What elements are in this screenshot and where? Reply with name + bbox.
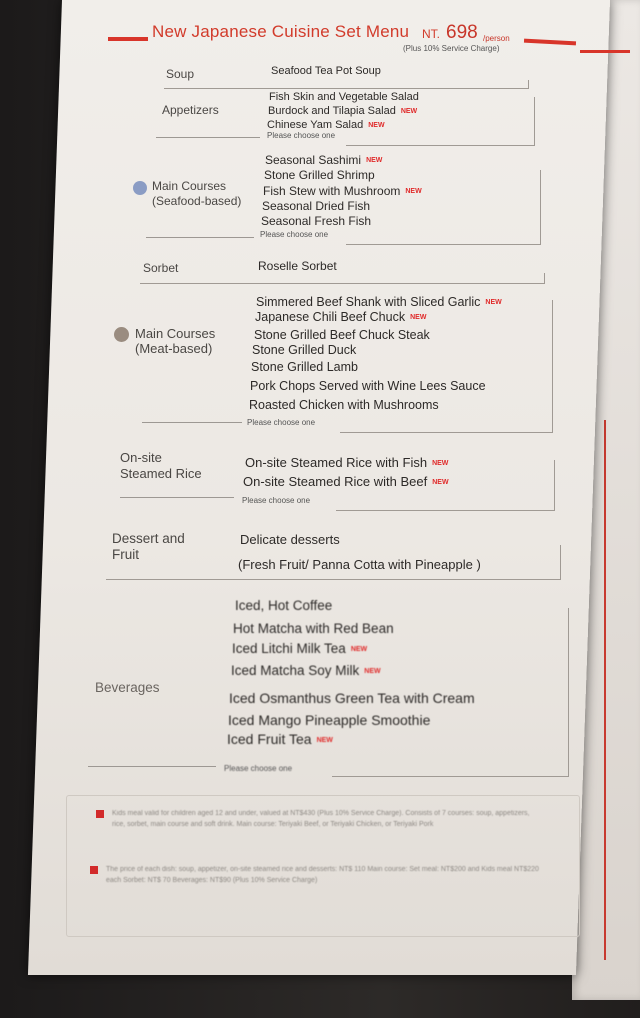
rice-label: On-site Steamed Rice bbox=[120, 450, 202, 481]
please-choose-one: Please choose one bbox=[267, 131, 336, 140]
beverage-item: Iced Fruit Tea NEW bbox=[227, 731, 333, 747]
meat-rule bbox=[142, 422, 242, 423]
beverage-item: Iced Mango Pineapple Smoothie bbox=[228, 712, 431, 728]
dessert-item: Delicate desserts bbox=[240, 532, 340, 547]
rice-rule bbox=[120, 497, 234, 498]
note-a-la-carte-prices: The price of each dish: soup, appetizer, on-site steamed rice and desserts: NT$ 110 Main course: Set meal: NT$200 and Kids meal NT$220 each Sorbet: NT$ 70 Beverages: NT$90 (Plus 10% Service Charge) bbox=[106, 866, 539, 884]
beverages-label: Beverages bbox=[95, 680, 160, 695]
dessert-bracket bbox=[106, 545, 561, 580]
service-charge-note: (Plus 10% Service Charge) bbox=[403, 44, 500, 53]
price-value: 698 bbox=[446, 22, 478, 43]
please-choose-one: Please choose one bbox=[260, 230, 329, 239]
new-badge: NEW bbox=[432, 460, 449, 468]
new-badge: NEW bbox=[368, 121, 385, 129]
new-badge: NEW bbox=[410, 314, 427, 322]
meat-item: Stone Grilled Beef Chuck Steak bbox=[254, 328, 430, 342]
rice-bracket bbox=[336, 460, 555, 511]
rice-item: On-site Steamed Rice with Beef NEW bbox=[243, 474, 449, 489]
seafood-rule bbox=[146, 237, 254, 238]
appetizer-item: Chinese Yam Salad NEW bbox=[267, 119, 385, 131]
appetizers-rule bbox=[156, 137, 260, 138]
new-badge: NEW bbox=[400, 107, 418, 115]
dessert-item-detail: (Fresh Fruit/ Panna Cotta with Pineapple ) bbox=[238, 557, 481, 572]
appetizers-bracket bbox=[346, 97, 535, 146]
appetizers-label: Appetizers bbox=[162, 103, 219, 117]
seafood-item: Stone Grilled Shrimp bbox=[264, 168, 375, 182]
new-badge: NEW bbox=[405, 188, 422, 196]
appetizer-item: Fish Skin and Vegetable Salad bbox=[269, 91, 419, 103]
price-per-person: /person bbox=[483, 34, 510, 43]
soup-item: Seafood Tea Pot Soup bbox=[271, 65, 381, 77]
page-edge-red-line bbox=[604, 420, 606, 960]
rice-item: On-site Steamed Rice with Fish NEW bbox=[245, 455, 449, 470]
new-badge: NEW bbox=[366, 157, 383, 165]
menu-title: New Japanese Cuisine Set Menu bbox=[152, 22, 410, 41]
seafood-course-dot bbox=[133, 181, 147, 195]
new-badge: NEW bbox=[432, 479, 449, 487]
note-kids-meal: Kids meal valid for children aged 12 and under, valued at NT$430 (Plus 10% Service Charge). Consists of 7 courses: soup, appetizers, rice, sorbet, main course and soft drink. Main course: Teriyaki Beef, or Teriyaki Chicken, or Teriyaki Pork bbox=[112, 810, 530, 828]
beverage-item: Iced Osmanthus Green Tea with Cream bbox=[229, 690, 475, 706]
seafood-bracket bbox=[346, 170, 541, 245]
new-badge: NEW bbox=[364, 667, 381, 675]
seafood-course-label: Main Courses (Seafood-based) bbox=[152, 179, 242, 208]
sorbet-bracket bbox=[140, 273, 545, 284]
beverage-item: Iced, Hot Coffee bbox=[235, 598, 333, 613]
sorbet-item: Roselle Sorbet bbox=[258, 259, 337, 273]
new-badge: NEW bbox=[350, 645, 368, 653]
beverage-item: Iced Litchi Milk Tea NEW bbox=[232, 641, 368, 656]
beverages-bracket bbox=[332, 608, 569, 777]
header-rule-left bbox=[108, 37, 148, 41]
please-choose-one: Please choose one bbox=[242, 496, 311, 505]
appetizer-item: Burdock and Tilapia Salad NEW bbox=[268, 105, 418, 117]
meat-item: Pork Chops Served with Wine Lees Sauce bbox=[250, 379, 486, 393]
meat-course-label: Main Courses (Meat-based) bbox=[135, 326, 216, 356]
please-choose-one: Please choose one bbox=[247, 418, 316, 427]
note-bullet bbox=[90, 866, 98, 874]
meat-item: Simmered Beef Shank with Sliced Garlic NEW bbox=[256, 295, 502, 309]
please-choose-one: Please choose one bbox=[224, 764, 293, 773]
meat-item: Stone Grilled Duck bbox=[252, 343, 357, 357]
seafood-item: Seasonal Fresh Fish bbox=[261, 214, 372, 228]
seafood-item: Fish Stew with Mushroom NEW bbox=[263, 184, 422, 198]
dessert-label: Dessert and Fruit bbox=[112, 531, 185, 562]
new-badge: NEW bbox=[316, 736, 333, 744]
seafood-item: Seasonal Dried Fish bbox=[262, 199, 371, 213]
soup-bracket bbox=[164, 80, 529, 89]
beverage-item: Iced Matcha Soy Milk NEW bbox=[231, 663, 381, 678]
new-badge: NEW bbox=[485, 299, 502, 307]
meat-course-dot bbox=[114, 327, 129, 342]
seafood-item: Seasonal Sashimi NEW bbox=[265, 153, 383, 167]
meat-bracket bbox=[340, 300, 553, 433]
meat-item: Stone Grilled Lamb bbox=[251, 360, 359, 374]
meat-item: Roasted Chicken with Mushrooms bbox=[249, 398, 439, 412]
price-currency: NT. bbox=[422, 27, 440, 41]
meat-item: Japanese Chili Beef Chuck NEW bbox=[255, 310, 427, 324]
beverage-item: Hot Matcha with Red Bean bbox=[233, 621, 394, 636]
sorbet-label: Sorbet bbox=[143, 261, 179, 275]
header-rule-right-extension bbox=[580, 50, 630, 53]
beverages-rule bbox=[88, 766, 216, 767]
note-bullet bbox=[96, 810, 104, 818]
soup-label: Soup bbox=[166, 67, 195, 81]
